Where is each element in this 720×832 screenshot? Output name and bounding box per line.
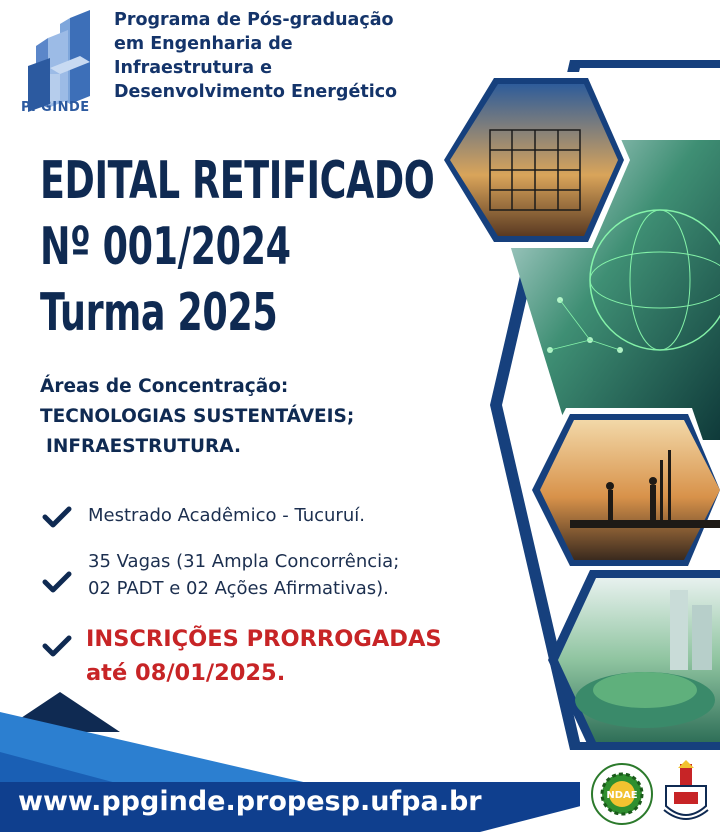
edital-heading xyxy=(40,148,434,346)
program-line: Infraestrutura e xyxy=(114,58,272,78)
program-line: em Engenharia de xyxy=(114,34,293,54)
bullet-line: 02 PADT e 02 Ações Afirmativas). xyxy=(88,578,389,599)
program-line: Desenvolvimento Energético xyxy=(114,82,398,102)
bullet-vacancies xyxy=(88,548,399,602)
area-item: TECNOLOGIAS SUSTENTÁVEIS; xyxy=(40,406,355,427)
edital-class: Turma 2025 xyxy=(40,283,278,343)
areas-block xyxy=(40,372,354,462)
ndae-seal-icon xyxy=(590,762,654,826)
program-title xyxy=(114,8,454,104)
website-link[interactable]: www.ppginde.propesp.ufpa.br xyxy=(18,786,482,817)
edital-title: EDITAL RETIFICADO xyxy=(40,151,435,211)
ndae-seal-label: NDAE xyxy=(606,790,638,801)
deadline-date: até 08/01/2025. xyxy=(86,660,286,686)
ufpa-seal-icon xyxy=(660,758,712,828)
areas-heading: Áreas de Concentração: xyxy=(40,376,289,397)
check-icon xyxy=(42,570,72,594)
area-item: INFRAESTRUTURA. xyxy=(46,436,241,457)
bullet-line: 35 Vagas (31 Ampla Concorrência; xyxy=(88,551,400,572)
logo-label: PPGINDE xyxy=(21,100,90,115)
deadline-line: INSCRIÇÕES PRORROGADAS xyxy=(86,626,442,652)
bullet-course: Mestrado Acadêmico - Tucuruí. xyxy=(88,505,365,526)
edital-number: Nº 001/2024 xyxy=(40,217,291,277)
check-icon xyxy=(42,505,72,529)
program-line: Programa de Pós-graduação xyxy=(114,10,394,30)
